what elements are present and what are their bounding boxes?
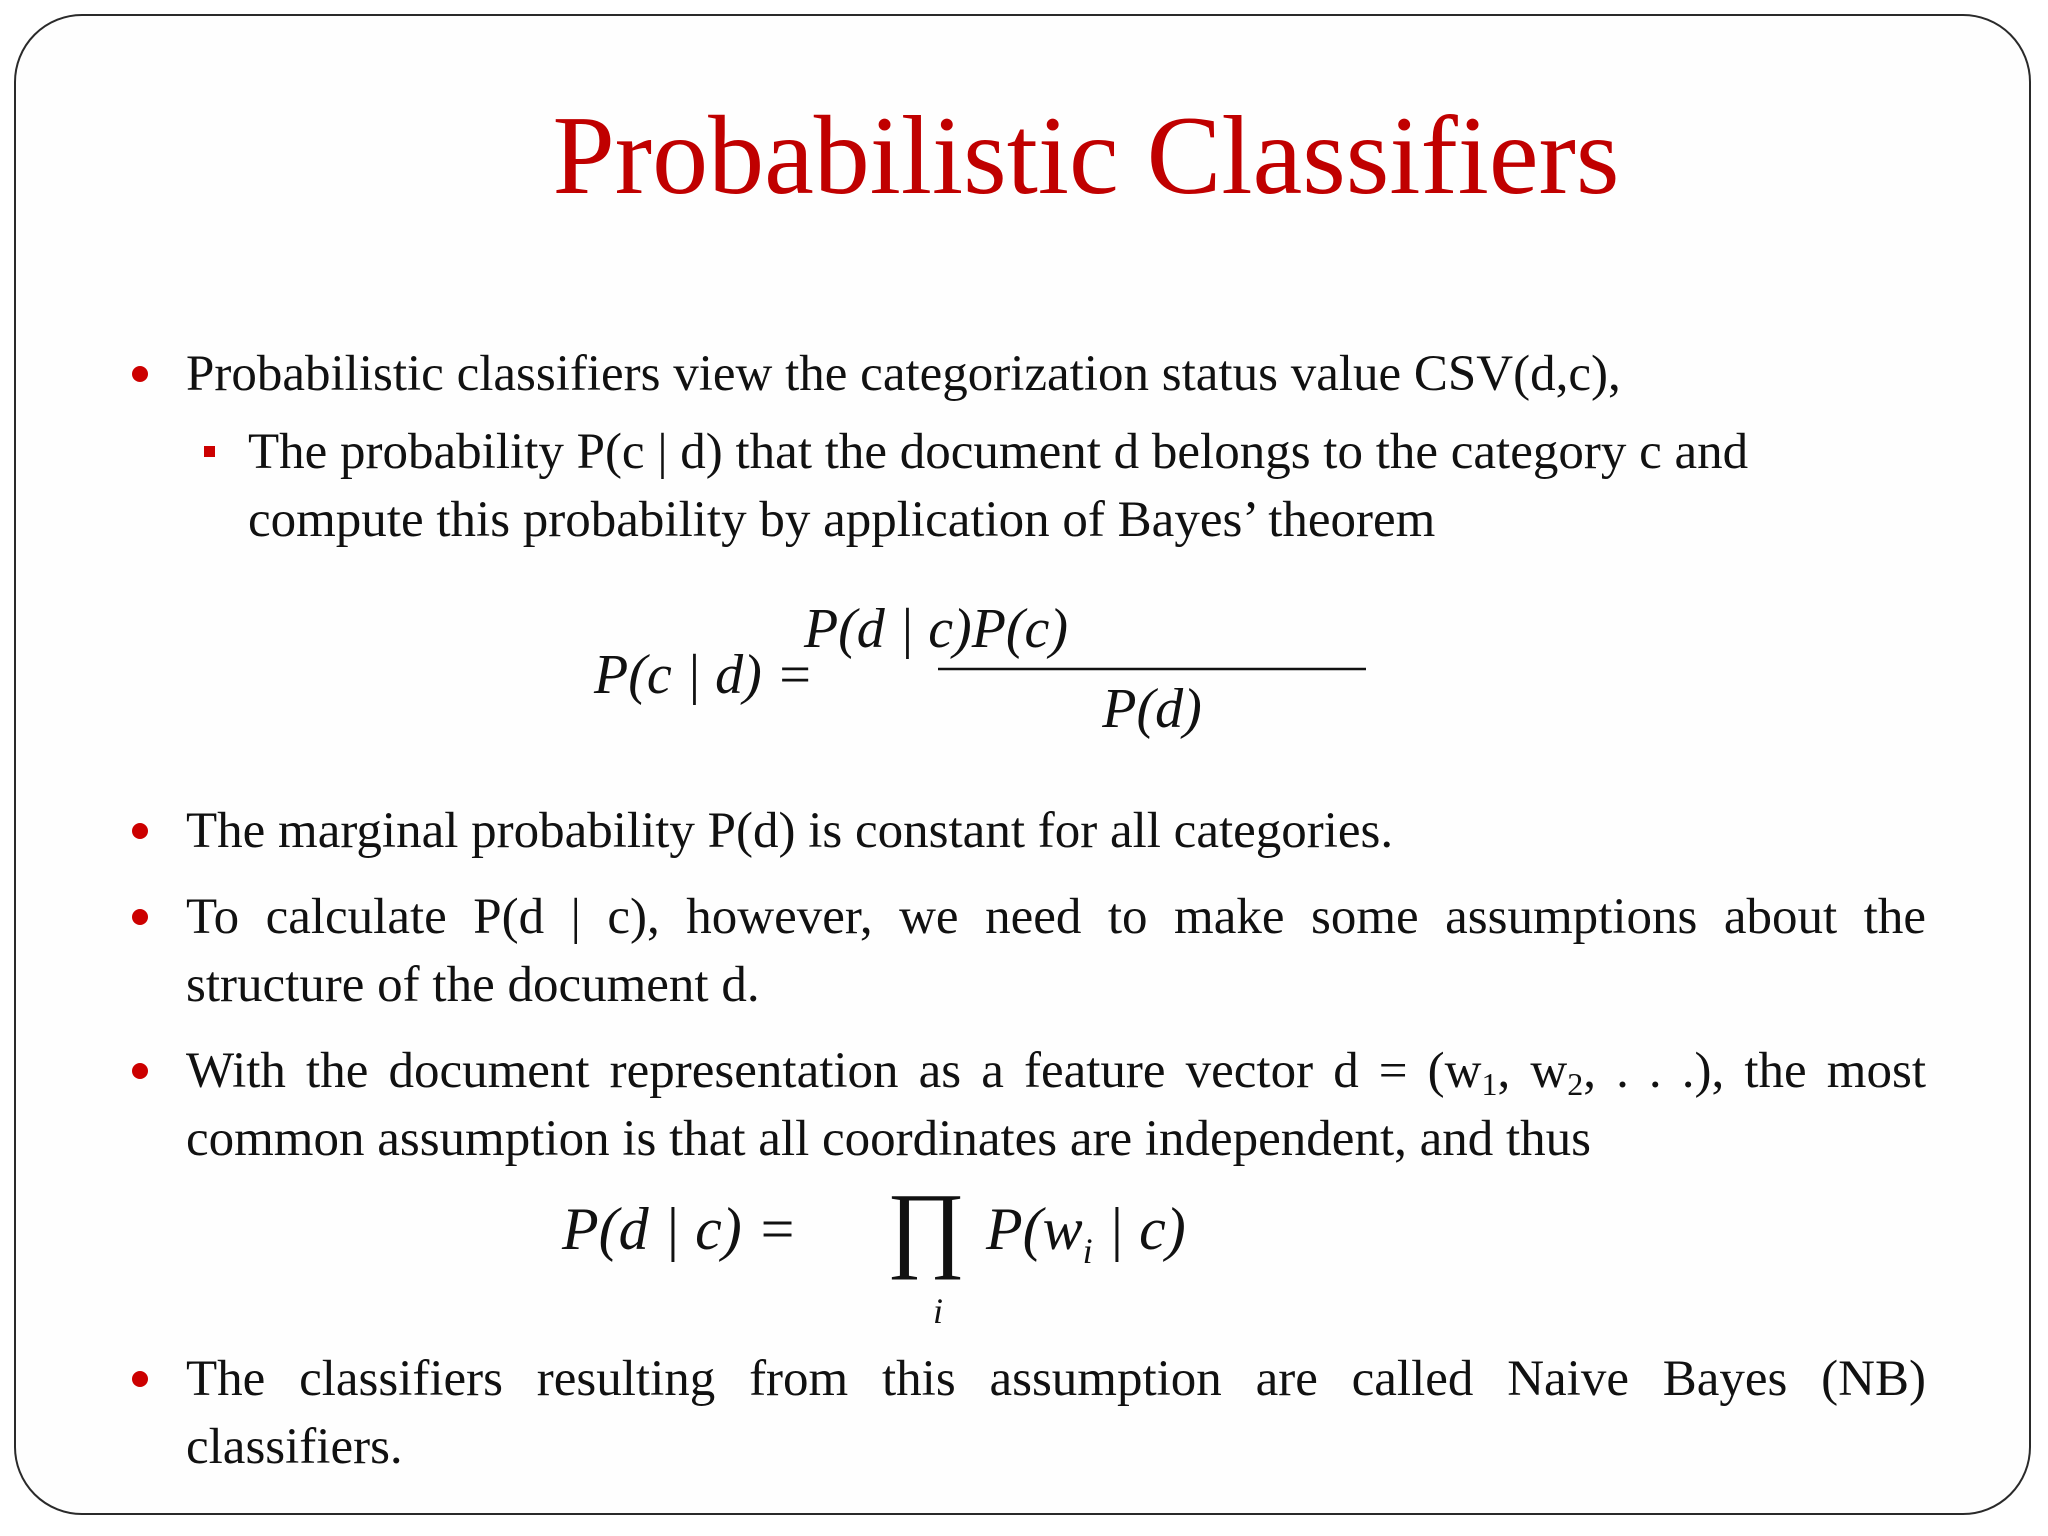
bullet-4 <box>186 1037 1926 1173</box>
bullet-1 <box>186 340 1926 408</box>
bullet-4-sub-2: 2 <box>1567 1066 1584 1102</box>
sub-bullet-1 <box>248 418 1926 554</box>
sub-bullet-1-text: The probability P(c | d) that the document d belongs to the category c and compute this probability by application of Bayes’ theorem <box>248 424 1749 548</box>
bayes-numerator: P(d | c)P(c) <box>803 605 1069 660</box>
product-term-prefix: P(w <box>986 1196 1083 1262</box>
bullet-5 <box>186 1345 1926 1481</box>
bayes-equation-svg <box>186 605 1926 775</box>
bayes-denominator: P(d) <box>1102 678 1202 740</box>
bullet-3-text: To calculate P(d | c), however, we need to make some assumptions about the structure of the document d. <box>186 889 1926 1013</box>
bullet-4-sub-1: 1 <box>1481 1066 1498 1102</box>
slide-title: Probabilistic Classifiers <box>552 94 1620 218</box>
product-term <box>985 1196 1186 1271</box>
product-term-sub: i <box>1082 1231 1093 1271</box>
bullet-dot-icon <box>132 1063 148 1079</box>
bayes-lhs: P(c | d) = <box>594 644 814 706</box>
bullet-2-text: The marginal probability P(d) is constant for all categories. <box>186 803 1394 859</box>
product-index: i <box>932 1291 944 1331</box>
bullet-dot-icon <box>132 909 148 925</box>
bullet-3 <box>186 883 1926 1019</box>
bullet-5-text: The classifiers resulting from this assumption are called Naive Bayes (NB) classifiers. <box>186 1351 1926 1475</box>
bullet-2 <box>186 797 1926 865</box>
slide-content <box>186 340 1926 1481</box>
product-lhs: P(d | c) = <box>562 1196 798 1262</box>
bullet-dot-icon <box>132 1371 148 1387</box>
product-operator: ∏ <box>886 1173 966 1280</box>
product-equation <box>186 1173 1926 1345</box>
product-equation-svg <box>186 1173 1926 1345</box>
bullet-4-text-c: , . . .), the most common assumption is that all coordinates are independent, and thus <box>186 1043 1926 1167</box>
bullet-4-text-a: With the document representation as a feature vector d = (w <box>186 1043 1482 1099</box>
bullet-dot-icon <box>132 823 148 839</box>
bullet-4-text-b: , w <box>1497 1043 1568 1099</box>
bullet-dot-icon <box>132 366 148 382</box>
bullet-1-text: Probabilistic classifiers view the categorization status value CSV(d,c), <box>186 346 1621 402</box>
square-bullet-icon <box>204 446 215 457</box>
product-term-suffix: | c) <box>1092 1196 1186 1262</box>
bayes-equation <box>186 605 1926 775</box>
